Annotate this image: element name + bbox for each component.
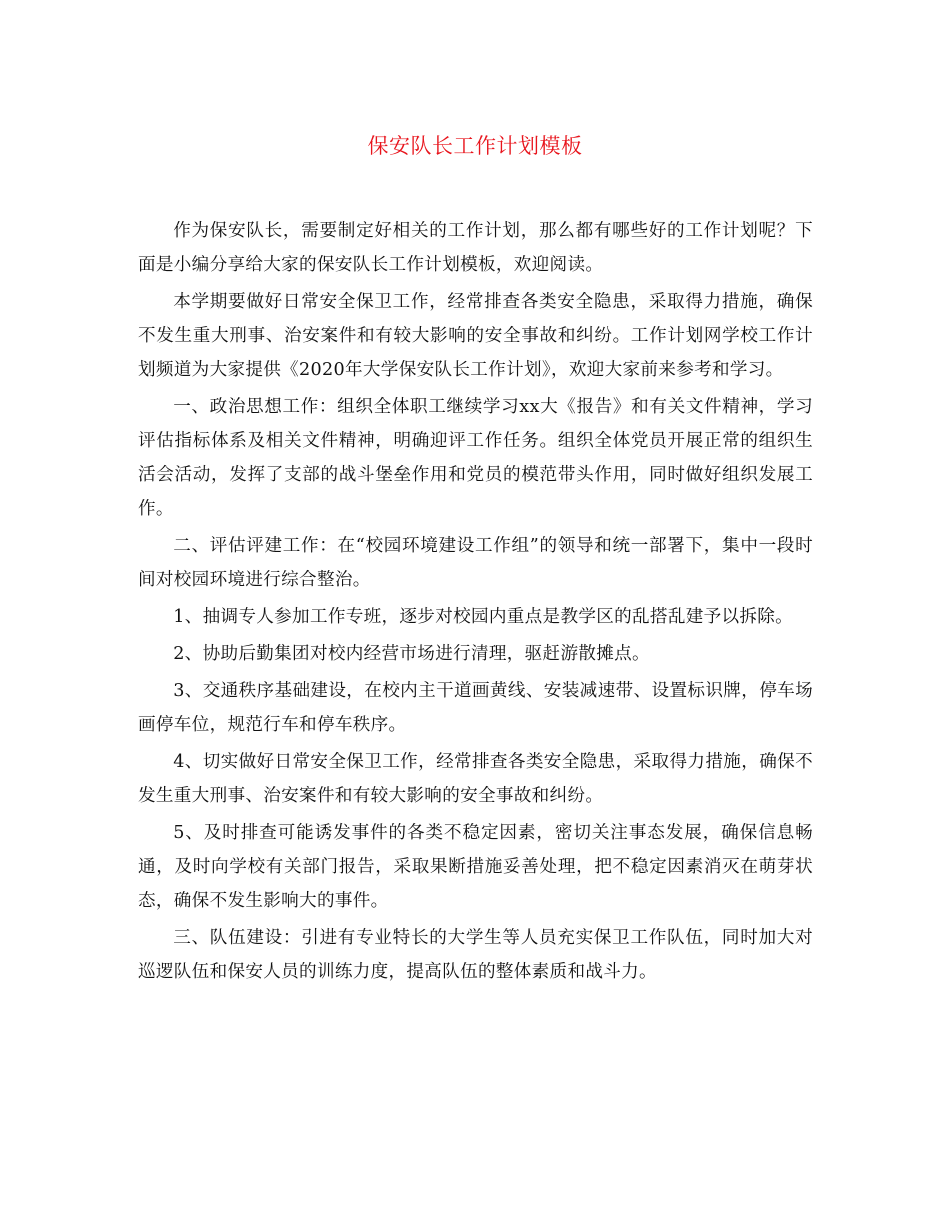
paragraph-semester-goal: 本学期要做好日常安全保卫工作，经常排查各类安全隐患，采取得力措施，确保不发生重大刑事、治安案件和有较大影响的安全事故和纠纷。工作计划网学校工作计划频道为大家提供《2020年大学保安队长工作计划》，欢迎大家前来参考和学习。	[138, 292, 813, 380]
paragraph-team-building: 三、队伍建设：引进有专业特长的大学生等人员充实保卫工作队伍，同时加大对巡逻队伍和保安人员的训练力度，提高队伍的整体素质和战斗力。	[138, 928, 813, 982]
paragraph-political-work: 一、政治思想工作：组织全体职工继续学习xx大《报告》和有关文件精神，学习评估指标体系及相关文件精神，明确迎评工作任务。组织全体党员开展正常的组织生活会活动，发挥了支部的战斗堡垒作用和党员的模范带头作用，同时做好组织发展工作。	[138, 397, 813, 519]
paragraph-intro: 作为保安队长，需要制定好相关的工作计划，那么都有哪些好的工作计划呢？下面是小编分享给大家的保安队长工作计划模板，欢迎阅读。	[138, 221, 813, 275]
paragraph-item-2: 2、协助后勤集团对校内经营市场进行清理，驱赶游散摊点。	[173, 644, 650, 664]
paragraph-item-3: 3、交通秩序基础建设，在校内主干道画黄线、安装减速带、设置标识牌，停车场画停车位，规范行车和停车秩序。	[138, 681, 813, 735]
paragraph-item-1: 1、抽调专人参加工作专班，逐步对校园内重点是教学区的乱搭乱建予以拆除。	[173, 607, 794, 627]
paragraph-item-4: 4、切实做好日常安全保卫工作，经常排查各类安全隐患，采取得力措施，确保不发生重大刑事、治安案件和有较大影响的安全事故和纠纷。	[138, 752, 813, 806]
document-body	[138, 214, 813, 992]
paragraph-evaluation-work: 二、评估评建工作：在“校园环境建设工作组”的领导和统一部署下，集中一段时间对校园环境进行综合整治。	[138, 536, 813, 590]
document-title: 保安队长工作计划模板	[367, 134, 583, 158]
paragraph-item-5: 5、及时排查可能诱发事件的各类不稳定因素，密切关注事态发展，确保信息畅通，及时向学校有关部门报告，采取果断措施妥善处理，把不稳定因素消灭在萌芽状态，确保不发生影响大的事件。	[138, 823, 813, 911]
